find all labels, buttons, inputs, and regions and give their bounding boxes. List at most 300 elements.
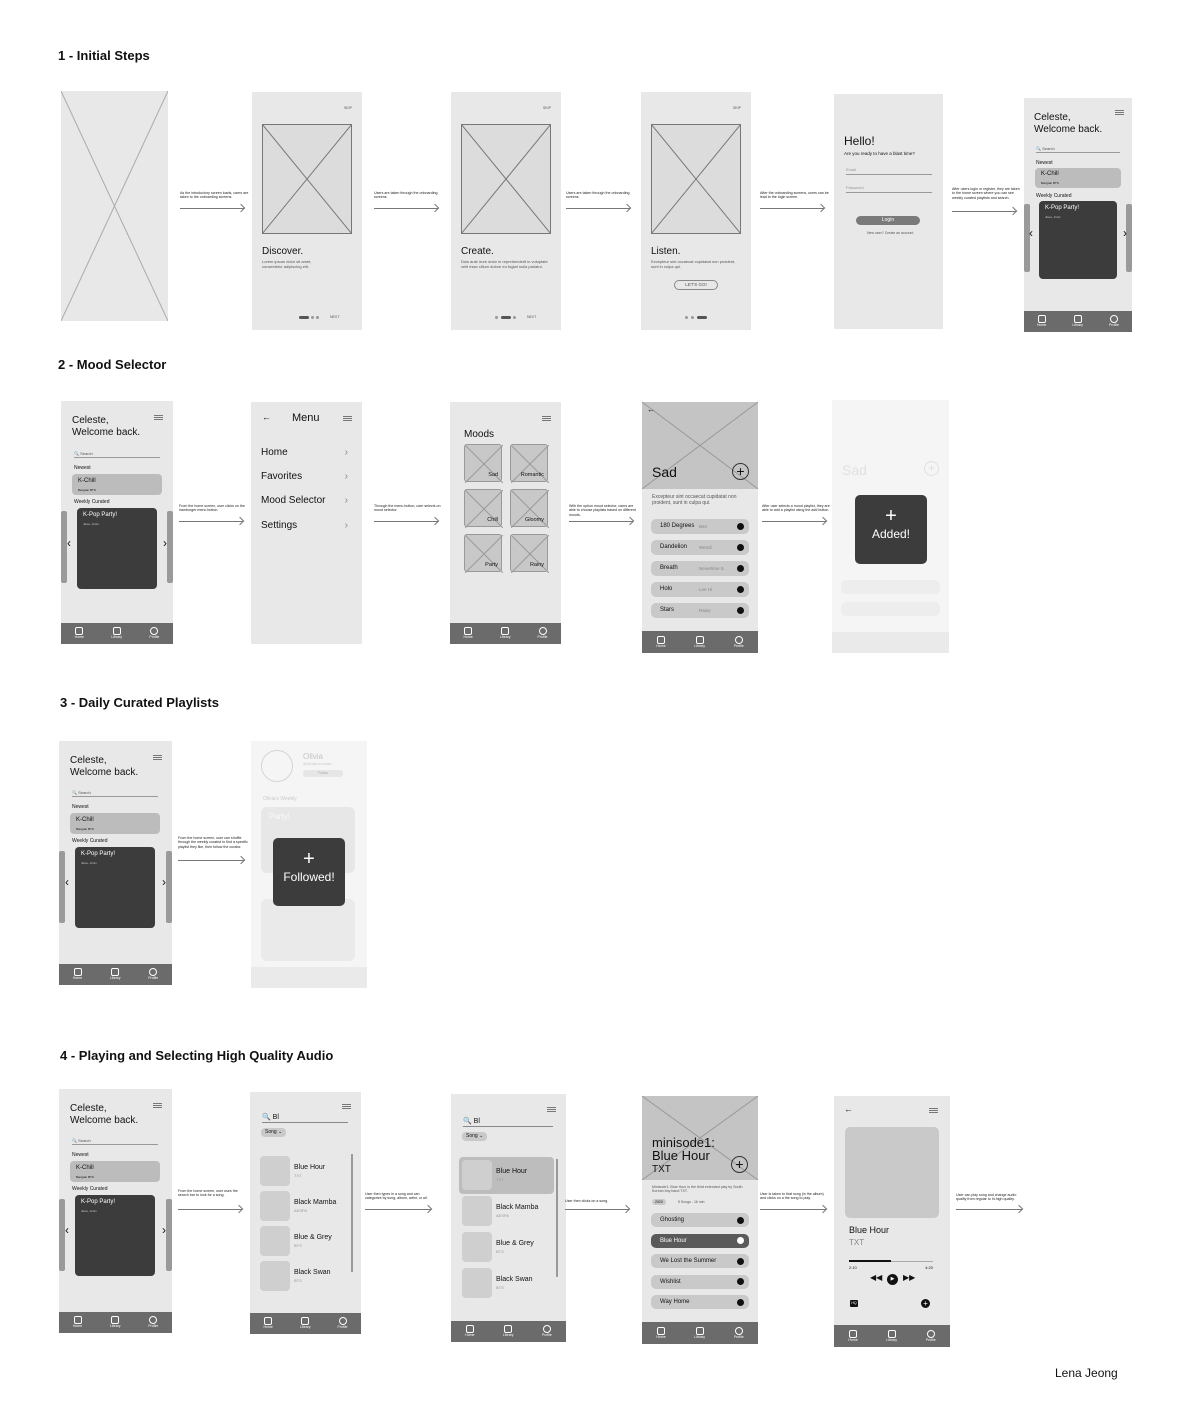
chevron-right-icon[interactable]: › xyxy=(162,875,166,889)
lets-go-button[interactable]: LET'S GO! xyxy=(674,280,718,290)
nav-home[interactable]: Home xyxy=(75,627,84,640)
onboarding-body: Excepteur sint occaecat cupidatat non proident, sunt in culpa qui. xyxy=(651,259,736,269)
nav-profile[interactable]: Profile xyxy=(538,627,548,640)
added-label: Added! xyxy=(871,527,911,541)
hamburger-menu-icon[interactable] xyxy=(929,1108,938,1113)
profile-icon xyxy=(539,627,547,635)
scrollbar[interactable] xyxy=(556,1159,558,1277)
mood-tile[interactable] xyxy=(464,489,502,527)
nav-library[interactable]: Library xyxy=(886,1330,897,1343)
weekly-label: Weekly Curated xyxy=(72,838,108,844)
curator-name: Olivia xyxy=(303,752,324,761)
moods-screen xyxy=(450,402,561,644)
elapsed-time: 2:10 xyxy=(849,1265,857,1270)
result-artist: TXT xyxy=(496,1177,504,1182)
bottom-nav xyxy=(251,967,367,988)
chevron-left-icon[interactable]: ‹ xyxy=(65,1223,69,1237)
chevron-right-icon[interactable]: › xyxy=(1123,226,1127,240)
nav-home[interactable]: Home xyxy=(656,636,665,649)
result-artist: BTS xyxy=(496,1285,504,1290)
menu-item-home[interactable]: Home xyxy=(261,447,288,458)
bottom-nav xyxy=(1024,311,1132,332)
chevron-right-icon: › xyxy=(344,495,348,506)
login-subtitle: Are you ready to have a blast time? xyxy=(844,151,915,156)
song-title: Dandelion xyxy=(660,544,688,550)
nav-home[interactable]: Home xyxy=(264,1317,273,1330)
plus-icon: + xyxy=(885,505,897,527)
mood-tile[interactable] xyxy=(464,444,502,482)
nav-library[interactable]: Library xyxy=(111,627,122,640)
weekly-label: Weekly Curated xyxy=(72,1186,108,1192)
home-screen xyxy=(59,741,172,985)
player-screen xyxy=(834,1096,950,1347)
curator-followed-screen xyxy=(251,741,367,988)
library-icon xyxy=(504,1325,512,1333)
profile-icon xyxy=(150,627,158,635)
curator-handle: @olivialovesmusic xyxy=(303,762,332,766)
playlist-title: K-Chill xyxy=(76,1165,94,1171)
result-title[interactable]: Black Mamba xyxy=(496,1204,539,1211)
song-title: Breath xyxy=(660,565,678,571)
playlist-description: Excepteur sint occaecat cupidatat non proident, sunt in culpa qui. xyxy=(652,494,737,506)
chevron-left-icon[interactable]: ‹ xyxy=(65,875,69,889)
weekly-card[interactable] xyxy=(1039,201,1117,279)
result-artist: TXT xyxy=(294,1173,302,1178)
weekly-card[interactable] xyxy=(75,1195,155,1276)
newest-label: Newest xyxy=(72,1152,89,1158)
mood-label: Romantic xyxy=(520,472,544,478)
play-icon[interactable] xyxy=(737,607,744,614)
song-row[interactable] xyxy=(651,1295,749,1309)
sad-playlist-screen xyxy=(642,402,758,653)
song-title: Ghosting xyxy=(660,1217,685,1223)
next-card-peek xyxy=(166,1199,172,1271)
song-thumbnail xyxy=(462,1196,492,1226)
hamburger-menu-icon[interactable] xyxy=(342,1104,351,1109)
playlist-subtitle: Jisoo, Jimin xyxy=(81,861,97,865)
play-icon[interactable] xyxy=(737,544,744,551)
bottom-nav xyxy=(832,632,949,653)
song-thumbnail xyxy=(462,1232,492,1262)
result-title[interactable]: Blue & Grey xyxy=(294,1234,332,1241)
home-icon xyxy=(74,1316,82,1324)
newest-label: Newest xyxy=(72,804,89,810)
profile-icon xyxy=(735,1327,743,1335)
skip-link[interactable]: SKIP xyxy=(344,106,352,110)
chevron-left-icon[interactable]: ‹ xyxy=(67,536,71,550)
password-field[interactable]: Password xyxy=(846,185,932,193)
section-title-mood-selector: 2 - Mood Selector xyxy=(58,357,167,372)
playlist-title: K-Pop Party! xyxy=(1045,205,1080,211)
search-input[interactable]: 🔍 Search xyxy=(74,451,160,458)
weekly-card[interactable] xyxy=(77,508,157,589)
newest-card[interactable] xyxy=(72,474,162,495)
song-title: Stars xyxy=(660,607,675,613)
nav-home[interactable]: Home xyxy=(73,968,82,981)
playlist-title: K-Chill xyxy=(76,817,94,823)
page-dot-active xyxy=(697,316,707,319)
nav-home[interactable]: Home xyxy=(848,1330,857,1343)
profile-icon xyxy=(1110,315,1118,323)
search-results-screen xyxy=(250,1092,361,1334)
filter-dropdown[interactable]: Song ⌄ xyxy=(462,1132,487,1141)
search-results-selected-screen xyxy=(451,1094,566,1342)
song-artist: Lee Hi xyxy=(699,587,713,592)
bottom-nav xyxy=(59,1312,172,1333)
moods-title: Moods xyxy=(464,429,495,440)
added-toast xyxy=(855,495,927,564)
page-dot xyxy=(513,316,516,319)
onboarding-title: Listen. xyxy=(651,246,681,257)
play-icon[interactable]: ▶ xyxy=(887,1274,898,1285)
playlist-title: K-Chill xyxy=(78,478,96,484)
playlist-subtitle: Jisoo, Jimin xyxy=(81,1209,97,1213)
create-account-link[interactable]: New user? Create an account xyxy=(867,231,914,235)
skip-link[interactable]: SKIP xyxy=(543,106,551,110)
playlist-subtitle: Bangtan BTS xyxy=(1041,181,1059,185)
song-thumbnail xyxy=(462,1268,492,1298)
nav-profile[interactable]: Profile xyxy=(148,1316,158,1329)
nav-library[interactable]: Library xyxy=(694,1327,705,1340)
home-icon xyxy=(264,1317,272,1325)
nav-home[interactable]: Home xyxy=(465,1325,474,1338)
song-title: Wishlist xyxy=(660,1278,681,1285)
weekly-label: Weekly Curated xyxy=(1036,193,1072,199)
search-input[interactable]: 🔍 Search xyxy=(1036,146,1120,153)
nav-library[interactable]: Library xyxy=(300,1317,311,1330)
result-artist: BTS xyxy=(294,1278,302,1283)
song-thumbnail xyxy=(260,1261,290,1291)
nav-library[interactable]: Library xyxy=(694,636,705,649)
library-icon xyxy=(888,1330,896,1338)
fast-forward-icon[interactable]: ▶▶ xyxy=(903,1273,916,1282)
song-row[interactable] xyxy=(651,603,749,618)
hamburger-menu-icon[interactable] xyxy=(1115,110,1124,115)
nav-home[interactable]: Home xyxy=(1037,315,1046,328)
menu-item-mood-selector[interactable]: Mood Selector xyxy=(261,495,326,506)
song-row xyxy=(841,602,940,616)
playlist-title: K-Pop Party! xyxy=(81,1199,116,1205)
song-title: Blue Hour xyxy=(660,1237,687,1244)
song-row[interactable] xyxy=(651,1234,749,1248)
song-row[interactable] xyxy=(651,519,749,534)
nav-profile[interactable]: Profile xyxy=(542,1325,552,1338)
add-playlist-icon[interactable]: + xyxy=(732,463,749,480)
newest-card[interactable] xyxy=(1035,168,1121,188)
playlist-card xyxy=(261,899,355,961)
library-icon xyxy=(111,1316,119,1324)
nav-library[interactable]: Library xyxy=(110,1316,121,1329)
library-icon xyxy=(1074,315,1082,323)
album-screen xyxy=(642,1096,758,1344)
result-artist: AESPA xyxy=(496,1213,510,1218)
home-screen xyxy=(59,1089,172,1333)
mood-label: Sad xyxy=(488,472,498,478)
onboarding-title: Discover. xyxy=(262,246,304,257)
hamburger-menu-icon[interactable] xyxy=(153,1103,162,1108)
bottom-nav xyxy=(642,631,758,653)
added-confirmation-screen xyxy=(832,400,949,653)
section-title-initial-steps: 1 - Initial Steps xyxy=(58,48,150,63)
add-playlist-icon: + xyxy=(924,461,939,476)
greeting: Celeste, Welcome back. xyxy=(70,755,139,778)
hamburger-menu-icon[interactable] xyxy=(343,416,352,421)
hq-toggle[interactable]: HQ xyxy=(851,1301,857,1305)
profile-icon xyxy=(735,636,743,644)
result-title[interactable]: Blue Hour xyxy=(496,1168,528,1175)
profile-icon xyxy=(543,1325,551,1333)
play-icon[interactable] xyxy=(737,1237,744,1244)
profile-icon xyxy=(339,1317,347,1325)
album-description: Minisode1: Blue Hour is the third extended play by South Korean boy band TXT. xyxy=(652,1185,743,1194)
album-art xyxy=(845,1127,939,1218)
album-artist: TXT xyxy=(652,1164,671,1175)
onboarding-discover-screen xyxy=(252,92,362,330)
followed-toast xyxy=(273,838,345,906)
nav-library[interactable]: Library xyxy=(1072,315,1083,328)
song-thumbnail xyxy=(260,1156,290,1186)
playlist-subtitle: Jisoo, Jimin xyxy=(1045,215,1061,219)
profile-icon xyxy=(927,1330,935,1338)
chevron-left-icon[interactable]: ‹ xyxy=(1029,226,1033,240)
bottom-nav xyxy=(61,623,173,644)
home-icon xyxy=(657,636,665,644)
back-arrow-icon[interactable]: ← xyxy=(844,1104,853,1114)
home-icon xyxy=(466,1325,474,1333)
page-dot xyxy=(691,316,694,319)
result-artist: AESPA xyxy=(294,1208,308,1213)
playlist-title: Party! xyxy=(269,812,290,821)
next-link[interactable]: NEXT xyxy=(330,315,340,319)
mood-tile[interactable] xyxy=(510,444,548,482)
next-card-peek xyxy=(166,851,172,923)
greeting: Celeste, Welcome back. xyxy=(1034,112,1103,135)
library-icon xyxy=(696,1327,704,1335)
library-icon xyxy=(696,636,704,644)
hamburger-menu-icon[interactable] xyxy=(547,1107,556,1112)
song-thumbnail xyxy=(462,1160,492,1190)
album-meta: 5 Songs - 16 min xyxy=(678,1200,705,1204)
search-input[interactable]: 🔍 Search xyxy=(72,790,158,797)
section-title-daily-curated: 3 - Daily Curated Playlists xyxy=(60,695,219,710)
result-title[interactable]: Blue Hour xyxy=(294,1164,326,1171)
next-link[interactable]: NEXT xyxy=(527,315,537,319)
greeting: Celeste, Welcome back. xyxy=(70,1103,139,1126)
search-input[interactable]: 🔍 Bl xyxy=(262,1113,348,1123)
onboarding-create-screen xyxy=(451,92,561,330)
onboarding-title: Create. xyxy=(461,246,494,257)
image-placeholder xyxy=(651,124,741,234)
playlist-subtitle: Bangtan BTS xyxy=(78,488,96,492)
mood-label: Gloomy xyxy=(525,517,544,523)
plus-icon: + xyxy=(303,848,315,870)
onboarding-body: Lorem ipsum dolor sit amet, consectetur adipiscing elit. xyxy=(262,259,312,269)
login-button[interactable]: Login xyxy=(856,216,920,225)
follow-button: Follow xyxy=(303,770,343,777)
page-dot xyxy=(311,316,314,319)
add-icon[interactable]: + xyxy=(921,1299,930,1308)
image-placeholder xyxy=(461,124,551,234)
song-title: 180 Degrees xyxy=(660,523,695,529)
play-icon[interactable] xyxy=(737,565,744,572)
play-icon[interactable] xyxy=(737,1278,744,1285)
nav-profile[interactable]: Profile xyxy=(734,636,744,649)
library-icon xyxy=(501,627,509,635)
song-artist: Ben xyxy=(699,524,708,529)
followed-label: Followed! xyxy=(283,870,335,884)
home-icon xyxy=(657,1327,665,1335)
mood-tile[interactable] xyxy=(464,534,502,572)
nav-home[interactable]: Home xyxy=(464,627,473,640)
nav-library[interactable]: Library xyxy=(503,1325,514,1338)
track-artist: TXT xyxy=(849,1238,865,1247)
nav-profile[interactable]: Profile xyxy=(149,627,159,640)
page-dot xyxy=(685,316,688,319)
album-year-tag: 2020 xyxy=(652,1199,666,1205)
mood-tile[interactable] xyxy=(510,489,548,527)
next-card-peek xyxy=(167,511,173,583)
menu-item-settings[interactable]: Settings xyxy=(261,520,298,531)
page-dot xyxy=(316,316,319,319)
profile-icon xyxy=(149,1316,157,1324)
playlist-title: Sad xyxy=(842,462,867,478)
song-title: Holo xyxy=(660,586,673,592)
hamburger-menu-icon[interactable] xyxy=(542,416,551,421)
song-title: Way Home xyxy=(660,1299,690,1305)
library-icon xyxy=(111,968,119,976)
nav-home[interactable]: Home xyxy=(656,1327,665,1340)
bottom-nav xyxy=(451,1321,566,1342)
playlist-title: Sad xyxy=(652,464,677,480)
song-row[interactable] xyxy=(651,1213,749,1227)
mood-label: Rainy xyxy=(529,562,544,568)
newest-label: Newest xyxy=(1036,160,1053,166)
hamburger-menu-icon[interactable] xyxy=(154,415,163,420)
track-title: Blue Hour xyxy=(849,1225,890,1235)
nav-profile[interactable]: Profile xyxy=(734,1327,744,1340)
home-icon xyxy=(1038,315,1046,323)
nav-library[interactable]: Library xyxy=(110,968,121,981)
play-icon[interactable] xyxy=(737,523,744,530)
filter-dropdown[interactable]: Song ⌄ xyxy=(261,1128,286,1137)
home-icon xyxy=(464,627,472,635)
chevron-right-icon[interactable]: › xyxy=(163,536,167,550)
nav-library[interactable]: Library xyxy=(500,627,511,640)
add-album-icon[interactable]: + xyxy=(731,1156,748,1173)
email-field[interactable]: Email xyxy=(846,167,932,175)
page-dot xyxy=(495,316,498,319)
home-screen xyxy=(1024,98,1132,332)
result-title[interactable]: Black Swan xyxy=(496,1276,533,1283)
weekly-label: Weekly Curated xyxy=(74,499,110,505)
result-artist: BTS xyxy=(294,1243,302,1248)
playlist-subtitle: Jisoo, Jimin xyxy=(83,522,99,526)
page-dot-active xyxy=(501,316,511,319)
page-dot-active xyxy=(299,316,309,319)
home-icon xyxy=(849,1330,857,1338)
song-row[interactable] xyxy=(651,1275,749,1289)
newest-label: Newest xyxy=(74,465,91,471)
play-icon[interactable] xyxy=(737,1258,744,1265)
library-icon xyxy=(301,1317,309,1325)
nav-profile[interactable]: Profile xyxy=(1109,315,1119,328)
chevron-right-icon: › xyxy=(344,447,348,458)
total-time: 4:20 xyxy=(925,1265,933,1270)
song-row[interactable] xyxy=(651,561,749,576)
library-icon xyxy=(113,627,121,635)
song-artist: Rainy xyxy=(699,608,711,613)
song-thumbnail xyxy=(260,1226,290,1256)
result-artist: BTS xyxy=(496,1249,504,1254)
song-thumbnail xyxy=(260,1191,290,1221)
album-title: minisode1: Blue Hour xyxy=(652,1135,715,1163)
skip-link[interactable]: SKIP xyxy=(733,106,741,110)
nav-profile[interactable]: Profile xyxy=(926,1330,936,1343)
playlist-title: K-Chill xyxy=(1041,171,1059,177)
image-placeholder xyxy=(61,91,168,321)
onboarding-body: Duis aute irure dolor in reprehenderit in voluptate velit esse cillum dolore eu fugiat nulla pariatur. xyxy=(461,259,548,269)
bottom-nav xyxy=(59,964,172,985)
home-icon xyxy=(74,968,82,976)
back-arrow-icon[interactable]: ← xyxy=(262,412,271,422)
chevron-right-icon: › xyxy=(344,520,348,531)
rewind-icon[interactable]: ◀◀ xyxy=(870,1273,883,1282)
song-row[interactable] xyxy=(651,1254,749,1268)
hamburger-menu-icon[interactable] xyxy=(153,755,162,760)
chevron-right-icon[interactable]: › xyxy=(162,1223,166,1237)
result-title[interactable]: Black Mamba xyxy=(294,1199,337,1206)
bottom-nav xyxy=(642,1322,758,1344)
menu-item-favorites[interactable]: Favorites xyxy=(261,471,303,482)
curator-avatar xyxy=(261,750,293,782)
song-row xyxy=(841,580,940,594)
song-row[interactable] xyxy=(651,582,749,597)
mood-tile[interactable] xyxy=(510,534,548,572)
scrollbar[interactable] xyxy=(351,1154,353,1272)
menu-screen xyxy=(251,402,362,644)
home-screen xyxy=(61,401,173,644)
nav-profile[interactable]: Profile xyxy=(148,968,158,981)
greeting: Celeste, Welcome back. xyxy=(72,415,141,438)
weekly-card[interactable] xyxy=(75,847,155,928)
nav-home[interactable]: Home xyxy=(73,1316,82,1329)
search-input[interactable]: 🔍 Bl xyxy=(463,1117,553,1127)
result-title[interactable]: Black Swan xyxy=(294,1269,331,1276)
play-icon[interactable] xyxy=(737,586,744,593)
playlist-title: K-Pop Party! xyxy=(81,851,116,857)
song-row[interactable] xyxy=(651,540,749,555)
bottom-nav xyxy=(450,623,561,644)
newest-card[interactable] xyxy=(70,1161,160,1182)
song-artist: Wendi xyxy=(699,545,712,550)
mood-label: Party xyxy=(485,562,498,568)
onboarding-listen-screen xyxy=(641,92,751,330)
mood-label: Chill xyxy=(487,517,498,523)
splash-screen xyxy=(61,91,168,321)
section-title-playing-audio: 4 - Playing and Selecting High Quality Audio xyxy=(60,1048,334,1063)
search-input[interactable]: 🔍 Search xyxy=(72,1138,158,1145)
bottom-nav xyxy=(250,1313,361,1334)
nav-profile[interactable]: Profile xyxy=(338,1317,348,1330)
back-arrow-icon[interactable]: ← xyxy=(647,405,655,414)
home-icon xyxy=(75,627,83,635)
play-icon[interactable] xyxy=(737,1299,744,1306)
chevron-right-icon: › xyxy=(344,471,348,482)
result-title[interactable]: Blue & Grey xyxy=(496,1240,534,1247)
newest-card[interactable] xyxy=(70,813,160,834)
bottom-nav xyxy=(834,1325,950,1347)
play-icon[interactable] xyxy=(737,1217,744,1224)
